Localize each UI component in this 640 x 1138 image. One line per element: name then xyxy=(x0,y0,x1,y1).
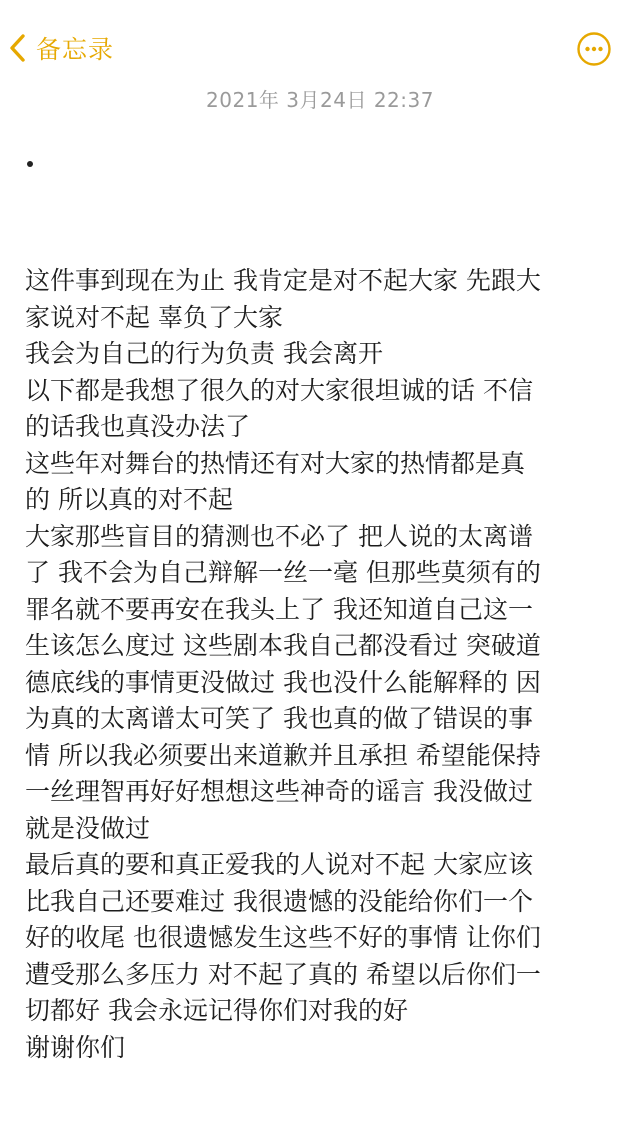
note-line: 比我自己还要难过 我很遗憾的没能给你们一个 xyxy=(25,886,533,916)
back-button[interactable] xyxy=(0,26,114,70)
note-line: 家说对不起 辜负了大家 xyxy=(25,302,283,332)
note-line: 情 所以我必须要出来道歉并且承担 希望能保持 xyxy=(25,740,541,770)
note-line: 遭受那么多压力 对不起了真的 希望以后你们一 xyxy=(25,959,541,989)
note-line: 就是没做过 xyxy=(25,813,151,843)
ellipsis-circle-icon xyxy=(576,31,612,67)
note-line: 切都好 我会永远记得你们对我的好 xyxy=(25,996,408,1025)
note-line: 以下都是我想了很久的对大家很坦诚的话 不信 xyxy=(25,375,533,405)
note-line: 这些年对舞台的热情还有对大家的热情都是真 xyxy=(25,448,526,478)
note-timestamp: 2021年 3月24日 22:37 xyxy=(206,88,434,112)
note-line: 德底线的事情更没做过 我也没什么能解释的 因 xyxy=(25,667,541,697)
note-line: 的话我也真没办法了 xyxy=(25,412,251,441)
note-line: 最后真的要和真正爱我的人说对不起 大家应该 xyxy=(25,850,533,879)
navigation-bar xyxy=(0,0,640,90)
note-line: 的 所以真的对不起 xyxy=(25,485,233,514)
chevron-left-icon xyxy=(0,26,34,70)
note-line: 大家那些盲目的猜测也不必了 把人说的太离谱 xyxy=(25,521,533,551)
note-line: 我会为自己的行为负责 我会离开 xyxy=(25,339,383,368)
bullet-marker xyxy=(27,161,33,167)
note-line: 这件事到现在为止 我肯定是对不起大家 先跟大 xyxy=(25,266,541,295)
back-label: 备忘录 xyxy=(36,35,115,64)
note-line: 为真的太离谱太可笑了 我也真的做了错误的事 xyxy=(25,704,533,733)
note-line: 生该怎么度过 这些剧本我自己都没看过 突破道 xyxy=(25,631,541,660)
more-options-button[interactable] xyxy=(576,31,612,67)
note-line: 好的收尾 也很遗憾发生这些不好的事情 让你们 xyxy=(25,923,541,952)
note-line: 一丝理智再好好想想这些神奇的谣言 我没做过 xyxy=(25,777,533,806)
note-line: 谢谢你们 xyxy=(25,1032,126,1062)
note-body[interactable] xyxy=(25,263,605,1066)
note-line: 罪名就不要再安在我头上了 我还知道自己这一 xyxy=(25,594,533,624)
note-line: 了 我不会为自己辩解一丝一毫 但那些莫须有的 xyxy=(25,558,541,587)
